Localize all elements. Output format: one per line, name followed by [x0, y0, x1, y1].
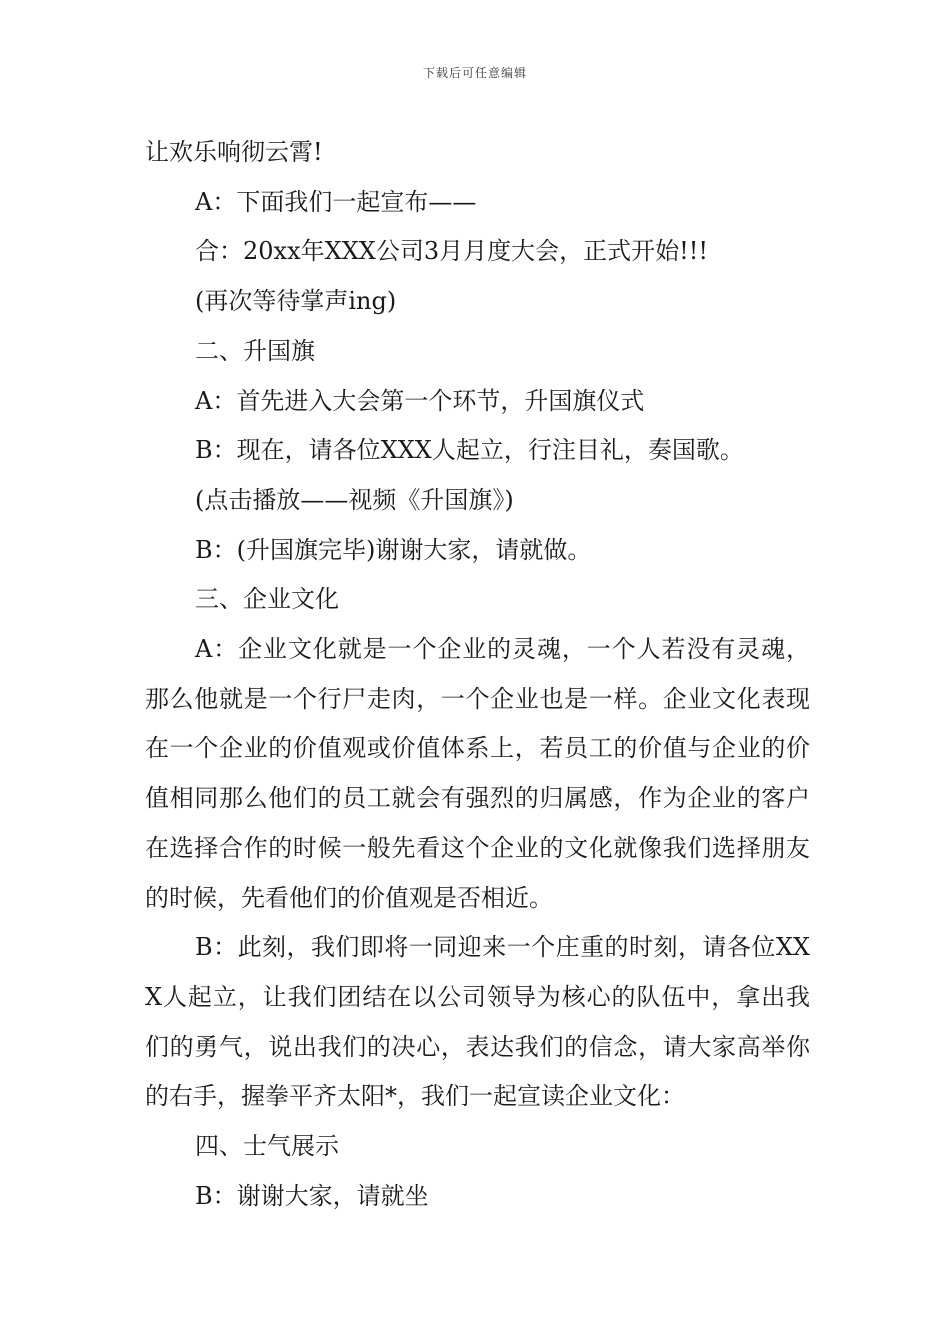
paragraph-opening: 合：20xx年XXX公司3月月度大会，正式开始!!!: [195, 237, 709, 266]
paragraph-flag-complete: B：(升国旗完毕)谢谢大家，请就做。: [195, 535, 592, 564]
paragraph-closing-line: 让欢乐响彻云霄!: [145, 138, 323, 166]
paragraph-culture-description: A：企业文化就是一个企业的灵魂，一个人若没有灵魂，那么他就是一个行尸走肉，一个企业也是一样。企业文化表现在一个企业的价值观或价值体系上，若员工的价值与企业的价值相同那么他们的员工就会有强烈的归属感，作为企业的客户在选择合作的时候一般先看这个企业的文化就像我们选择朋友的时候，先看他们的价值观是否相近。: [145, 635, 810, 912]
paragraph-thanks: B：谢谢大家，请就坐: [195, 1181, 429, 1210]
paragraph-applause-note: (再次等待掌声ing): [195, 287, 397, 316]
paragraph-flag-instruction: B：现在，请各位XXX人起立，行注目礼，奏国歌。: [195, 436, 744, 465]
paragraph-flag-intro: A：首先进入大会第一个环节，升国旗仪式: [195, 386, 645, 415]
section-heading-culture: 三、企业文化: [195, 585, 339, 614]
page-header-note: 下载后可任意编辑: [422, 66, 527, 80]
paragraph-culture-oath: B：此刻，我们即将一同迎来一个庄重的时刻，请各位XXX人起立，让我们团结在以公司领导为核心的队伍中，拿出我们的勇气，说出我们的决心，表达我们的信念，请大家高举你的右手，握拳平齐太阳*，我们一起宣读企业文化：: [145, 933, 810, 1111]
document-body: [145, 128, 810, 1221]
section-heading-morale: 四、士气展示: [195, 1132, 339, 1161]
section-heading-flag-raising: 二、升国旗: [195, 336, 315, 365]
paragraph-video-note: (点击播放——视频《升国旗》): [195, 485, 514, 514]
paragraph-announce: A：下面我们一起宣布——: [195, 187, 477, 216]
